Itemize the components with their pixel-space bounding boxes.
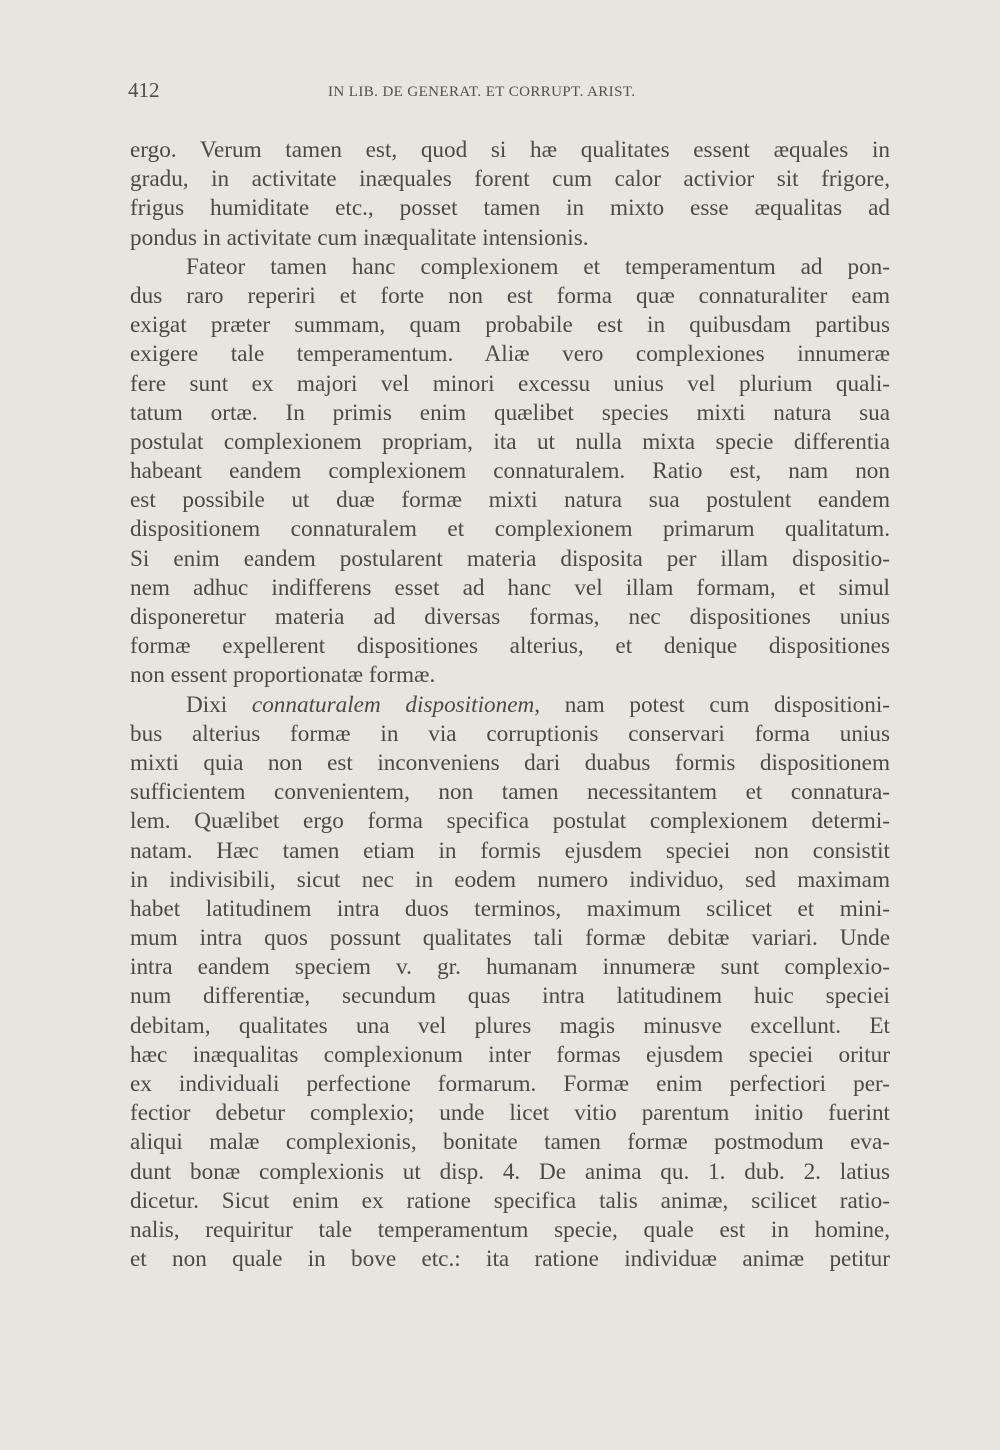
text-line: Si enim eandem postularent materia disposita per illam dispositio- [130, 545, 890, 572]
running-title: IN LIB. DE GENERAT. ET CORRUPT. ARIST. [328, 84, 636, 100]
text-line: pondus in activitate cum inæqualitate intensionis. [130, 224, 589, 251]
text-line: mum intra quos possunt qualitates tali formæ debitæ variari. Unde [130, 925, 890, 952]
text-segment: nam potest cum dispositioni- [540, 691, 890, 718]
text-line: bus alterius formæ in via corruptionis conservari forma unius [130, 720, 890, 747]
text-line: debitam, qualitates una vel plures magis minusve excellunt. Et [130, 1012, 890, 1039]
italic-phrase: connaturalem dispositionem, [251, 691, 541, 718]
text-line: aliqui malæ complexionis, bonitate tamen formæ postmodum eva- [130, 1129, 890, 1156]
text-line: est possibile ut duæ formæ mixti natura sua postulent eandem [130, 487, 890, 514]
text-line: fere sunt ex majori vel minori excessu unius vel plurium quali- [130, 370, 890, 397]
text-line: frigus humiditate etc., posset tamen in mixto esse æqualitas ad [130, 195, 890, 222]
text-line: nalis, requiritur tale temperamentum specie, quale est in homine, [130, 1216, 890, 1243]
text-line: postulat complexionem propriam, ita ut nulla mixta specie differentia [130, 428, 890, 455]
text-line: exigat præter summam, quam probabile est in quibusdam partibus [130, 312, 890, 339]
text-line: sufficientem convenientem, non tamen necessitantem et connatura- [130, 779, 890, 806]
page-header [128, 78, 890, 108]
text-line: habet latitudinem intra duos terminos, maximum scilicet et mini- [130, 895, 890, 922]
text-line: dispositionem connaturalem et complexionem primarum qualitatum. [130, 516, 890, 543]
text-line: habeant eandem complexionem connaturalem. Ratio est, nam non [130, 458, 890, 485]
text-line: natam. Hæc tamen etiam in formis ejusdem speciei non consistit [130, 837, 890, 864]
text-line: num differentiæ, secundum quas intra latitudinem huic speciei [130, 983, 890, 1010]
text-line: dicetur. Sicut enim ex ratione specifica talis animæ, scilicet ratio- [130, 1187, 890, 1214]
text-line: mixti quia non est inconveniens dari duabus formis dispositionem [130, 749, 890, 776]
text-line: non essent proportionatæ formæ. [130, 662, 436, 689]
text-line: disponeretur materia ad diversas formas, nec dispositiones unius [130, 604, 890, 630]
page-number: 412 [128, 78, 160, 102]
text-line: dus raro reperiri et forte non est forma quæ connaturaliter eam [130, 282, 890, 309]
body-text [130, 136, 890, 1274]
text-line: formæ expellerent dispositiones alterius, et denique dispositiones [130, 633, 890, 660]
text-line: nem adhuc indifferens esset ad hanc vel illam formam, et simul [130, 574, 890, 601]
text-segment: Dixi [186, 691, 252, 718]
text-line: in indivisibili, sicut nec in eodem numero individuo, sed maximam [130, 866, 890, 893]
text-line [130, 691, 890, 720]
text-line: Fateor tamen hanc complexionem et temperamentum ad pon- [186, 253, 890, 280]
text-line: ex individuali perfectione formarum. Formæ enim perfectiori per- [130, 1071, 890, 1097]
text-line: ergo. Verum tamen est, quod si hæ qualitates essent æquales in [130, 137, 890, 163]
text-line: et non quale in bove etc.: ita ratione individuæ animæ petitur [130, 1246, 890, 1273]
text-line: lem. Quælibet ergo forma specifica postulat complexionem determi- [130, 808, 890, 835]
text-line: hæc inæqualitas complexionum inter formas ejusdem speciei oritur [130, 1041, 890, 1068]
text-line: fectior debetur complexio; unde licet vitio parentum initio fuerint [130, 1100, 890, 1127]
text-line: exigere tale temperamentum. Aliæ vero complexiones innumeræ [130, 341, 890, 368]
text-line: gradu, in activitate inæquales forent cum calor activior sit frigore, [130, 166, 890, 193]
text-line: dunt bonæ complexionis ut disp. 4. De anima qu. 1. dub. 2. latius [130, 1158, 890, 1185]
text-line: intra eandem speciem v. gr. humanam innumeræ sunt complexio- [130, 954, 890, 981]
text-line: tatum ortæ. In primis enim quælibet species mixti natura sua [130, 399, 890, 426]
